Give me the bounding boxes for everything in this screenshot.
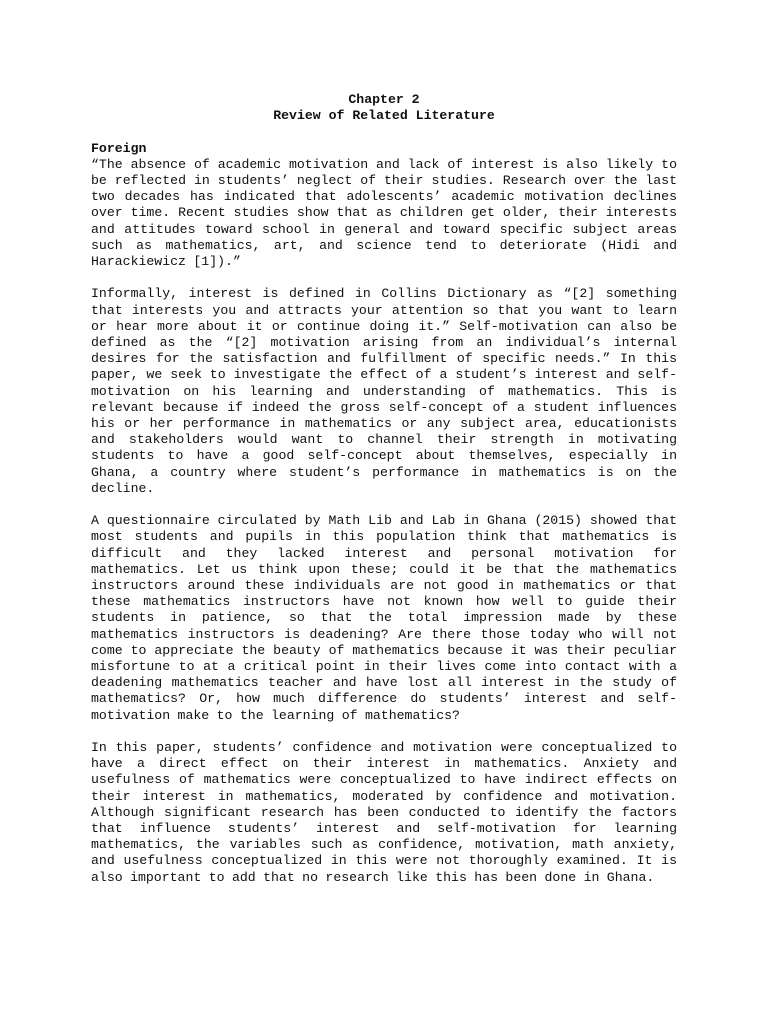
- chapter-label: Chapter 2: [348, 92, 420, 107]
- paragraph-4: In this paper, students’ confidence and motivation were conceptualized to have a direct effect on their interest in mathematics. Anxiety and usefulness of mathematics were conceptualized to have indirect effects on their interest in mathematics, moderated by confidence and motivation. Although significant research has been conducted to identify the factors that influence students’ interest and self-motivation for learning mathematics, the variables such as confidence, motivation, math anxiety, and usefulness conceptualized in this were not thoroughly examined. It is also important to add that no research like this has been done in Ghana.: [91, 740, 677, 885]
- paragraph-1: “The absence of academic motivation and lack of interest is also likely to be reflected in students’ neglect of their studies. Research over the last two decades has indicated that adolescents’ academic motivation declines over time. Recent studies show that as children get older, their interests and attitudes toward school in general and toward specific subject areas such as mathematics, art, and science tend to deteriorate (Hidi and Harackiewicz [1]).”: [91, 156, 677, 270]
- chapter-title: Review of Related Literature: [273, 108, 495, 124]
- paragraph-3: A questionnaire circulated by Math Lib and Lab in Ghana (2015) showed that most students and pupils in this population think that mathematics is difficult and they lacked interest and personal motivation for mathematics. Let us think upon these; could it be that the mathematics instructors around these individuals are not good in mathematics or that these mathematics instructors have not known how well to guide their students in patience, so that the total impression made by these mathematics instructors is deadening? Are there those today who will not come to appreciate the beauty of mathematics because it was their peculiar misfortune to at a critical point in their lives come into contact with a deadening mathematics teacher and have lost all interest in the study of mathematics? Or, how much difference do students’ interest and self-motivation make to the learning of mathematics?: [91, 513, 677, 723]
- page-content: [91, 92, 677, 902]
- paragraph-2: Informally, interest is defined in Collins Dictionary as “[2] something that interests you and attracts your attention so that you want to learn or hear more about it or continue doing it.” Self-motivation can also be defined as the “[2] motivation arising from an individual’s internal desires for the satisfaction and fulfillment of specific needs.” In this paper, we seek to investigate the effect of a student’s interest and self-motivation on his learning and understanding of mathematics. This is relevant because if indeed the gross self-concept of a student influences his or her performance in mathematics or any subject area, educationists and stakeholders would want to channel their strength in motivating students to have a good self-concept about themselves, especially in Ghana, a country where student’s performance in mathematics is on the decline.: [91, 286, 677, 496]
- section-heading: Foreign: [91, 140, 147, 156]
